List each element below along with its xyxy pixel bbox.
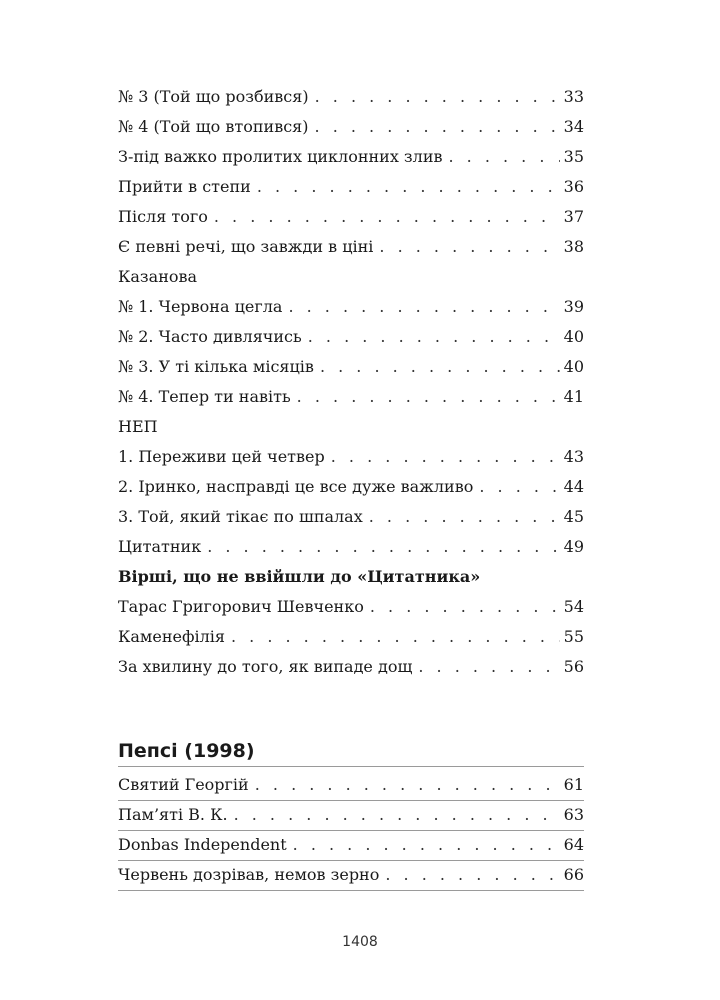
toc-entry-title: Після того (118, 207, 208, 226)
toc-entry (118, 352, 584, 382)
toc-entry-title: № 3 (Той що розбився) (118, 87, 309, 106)
toc-entry-title: № 2. Часто дивлячись (118, 327, 302, 346)
toc-entry-page: 33 (563, 87, 584, 106)
toc-entry-page: 61 (563, 775, 584, 794)
toc-entry (118, 592, 584, 622)
divider (118, 766, 584, 767)
toc-entry-page: 35 (563, 147, 584, 166)
toc-entry-title: Пам’яті В. К. (118, 805, 228, 824)
toc-entry (118, 142, 584, 172)
toc-entry-page: 63 (563, 805, 584, 824)
toc-entry-title: Цитатник (118, 537, 202, 556)
dot-leader (331, 442, 560, 472)
section-heading: Пепсі (1998) (118, 740, 255, 762)
toc-group-heading (118, 262, 584, 292)
toc-entry (118, 382, 584, 412)
toc-entry-page: 43 (563, 447, 584, 466)
dot-leader (288, 292, 559, 322)
dot-leader (214, 202, 560, 232)
dot-leader (385, 860, 559, 890)
toc-entry (118, 442, 584, 472)
toc-entry (118, 652, 584, 682)
toc-entry (118, 622, 584, 652)
toc-entry (118, 112, 584, 142)
toc-entry-page: 37 (563, 207, 584, 226)
toc-entry-title: Казанова (118, 267, 198, 286)
dot-leader (479, 472, 559, 502)
toc-entry-title: № 4 (Той що втопився) (118, 117, 309, 136)
toc-entry-title: Вірші, що не ввійшли до «Цитатника» (118, 567, 481, 586)
toc-group-heading (118, 562, 584, 592)
toc-entry (118, 800, 584, 830)
toc-entry-page: 38 (563, 237, 584, 256)
toc-entry-page: 44 (563, 477, 584, 496)
dot-leader (308, 322, 560, 352)
toc-entry-title: 3. Той, який тікає по шпалах (118, 507, 363, 526)
toc-entry-title: № 4. Тепер ти навіть (118, 387, 291, 406)
toc-entry (118, 292, 584, 322)
toc-entry-title: З-під важко пролитих циклонних злив (118, 147, 443, 166)
toc-entry (118, 532, 584, 562)
dot-leader (234, 800, 560, 830)
dot-leader (379, 232, 559, 262)
toc-entry-title: 1. Переживи цей четвер (118, 447, 325, 466)
toc-group-heading (118, 412, 584, 442)
toc-entry-page: 40 (563, 357, 584, 376)
page-number: 1408 (342, 934, 378, 950)
toc-entry (118, 860, 584, 890)
dot-leader (255, 770, 560, 800)
toc-entry-title: НЕП (118, 417, 158, 436)
toc-entry-page: 40 (563, 327, 584, 346)
toc-entry-title: 2. Іринко, насправді це все дуже важливо (118, 477, 474, 496)
toc-entry-title: Червень дозрівав, немов зерно (118, 865, 380, 884)
toc-entry (118, 502, 584, 532)
toc-entry-page: 39 (563, 297, 584, 316)
toc-entry-page: 36 (563, 177, 584, 196)
dot-leader (257, 172, 560, 202)
toc-entry-title: Тарас Григорович Шевченко (118, 597, 364, 616)
dot-leader (293, 830, 560, 860)
toc-entry (118, 82, 584, 112)
toc-entry-page: 54 (563, 597, 584, 616)
toc-entry-page: 34 (563, 117, 584, 136)
toc-entry-page: 64 (563, 835, 584, 854)
toc-entry (118, 472, 584, 502)
dot-leader (448, 142, 559, 172)
toc-entry (118, 172, 584, 202)
dot-leader (418, 652, 559, 682)
toc-entry-title: Є певні речі, що завжди в ціні (118, 237, 374, 256)
toc-entry (118, 770, 584, 800)
dot-leader (370, 592, 560, 622)
toc-entry-title: Святий Георгій (118, 775, 249, 794)
dot-leader (297, 382, 560, 412)
toc-entry (118, 830, 584, 860)
toc-entry-page: 45 (563, 507, 584, 526)
toc-entry-page: 55 (563, 627, 584, 646)
dot-leader (320, 352, 560, 382)
toc-entry (118, 202, 584, 232)
toc-entry-title: Donbas Independent (118, 835, 287, 854)
toc-entry-title: № 3. У ті кілька місяців (118, 357, 314, 376)
toc-entry-page: 56 (563, 657, 584, 676)
toc-entry-title: № 1. Червона цегла (118, 297, 283, 316)
toc-entry (118, 232, 584, 262)
dot-leader (231, 622, 560, 652)
toc-entry-title: За хвилину до того, як випаде дощ (118, 657, 413, 676)
divider (118, 890, 584, 891)
toc-entry-title: Каменефілія (118, 627, 225, 646)
toc-entry-page: 41 (563, 387, 584, 406)
toc-entry (118, 322, 584, 352)
dot-leader (207, 532, 559, 562)
dot-leader (315, 112, 560, 142)
toc-entry-page: 66 (563, 865, 584, 884)
toc-entry-title: Прийти в степи (118, 177, 251, 196)
dot-leader (315, 82, 560, 112)
toc-entry-page: 49 (563, 537, 584, 556)
dot-leader (369, 502, 560, 532)
